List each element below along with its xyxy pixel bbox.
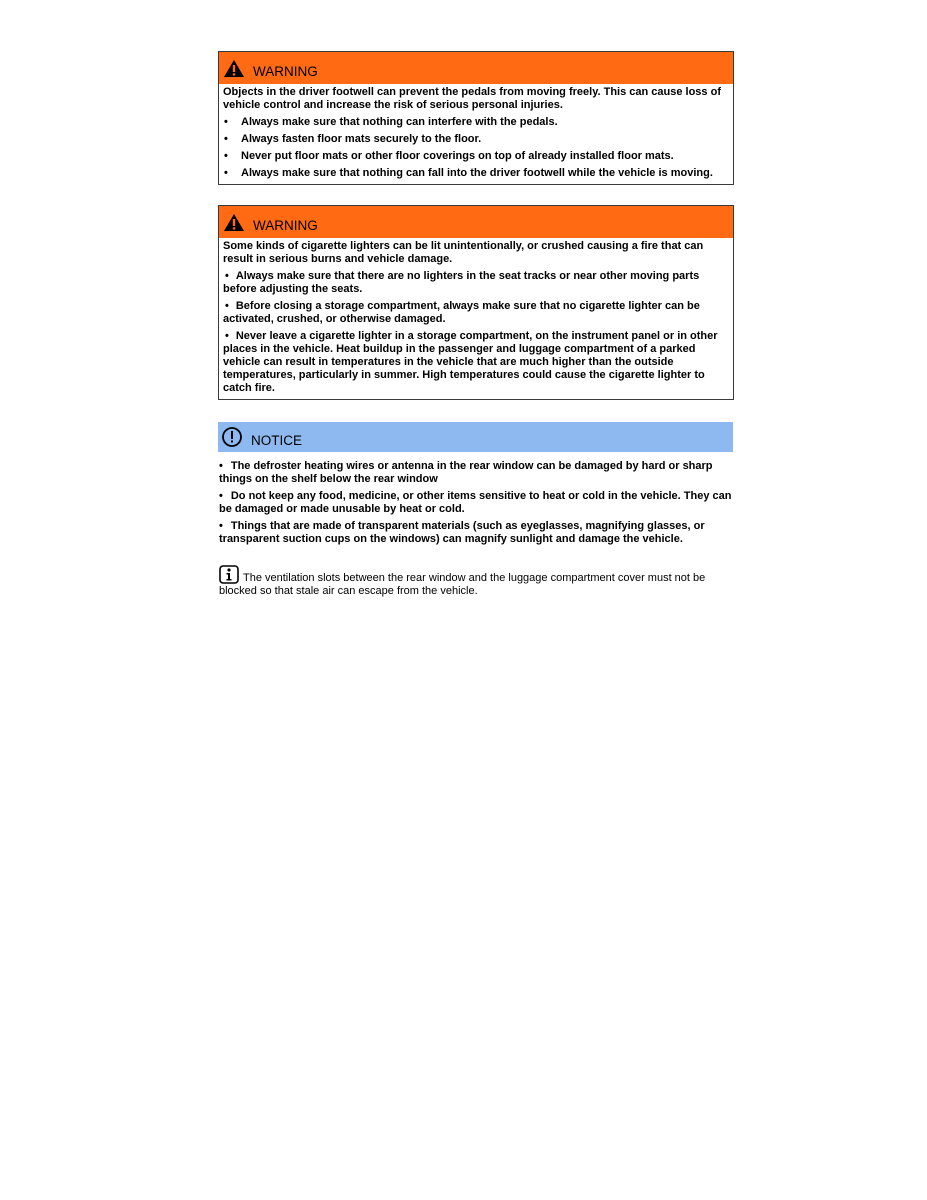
warning-intro: Some kinds of cigarette lighters can be lit unintentionally, or crushed causing a fire that can result in serious burns and vehicle damage.: [223, 240, 704, 265]
notice-body: [219, 460, 737, 550]
list-item: • The defroster heating wires or antenna in the rear window can be damaged by hard or sharp things on the shelf below the rear window: [219, 460, 713, 485]
warning-triangle-icon: [223, 213, 245, 232]
warning-box-pedals: [218, 51, 734, 185]
list-item: • Before closing a storage compartment, always make sure that no cigarette lighter can be activated, crushed, or otherwise damaged.: [223, 300, 700, 325]
warning-body: [219, 84, 733, 184]
list-item: • Do not keep any food, medicine, or other items sensitive to heat or cold in the vehicle. They can be damaged or made unusable by heat or cold.: [219, 490, 732, 515]
list-item: • Always fasten floor mats securely to the floor.: [224, 133, 482, 145]
list-item: • Things that are made of transparent materials (such as eyeglasses, magnifying glasses, or transparent suction cups on the windows) can magnify sunlight and damage the vehicle.: [219, 520, 705, 545]
warning-triangle-icon: [223, 59, 245, 78]
warning-box-cigarette-lighters: [218, 205, 734, 400]
list-item: • Always make sure that nothing can fall into the driver footwell while the vehicle is moving.: [224, 167, 713, 179]
list-item: • Always make sure that there are no lighters in the seat tracks or near other moving parts before adjusting the seats.: [223, 270, 700, 295]
warning-title: WARNING: [253, 217, 318, 233]
info-text: The ventilation slots between the rear window and the luggage compartment cover must not be blocked so that stale air can escape from the vehicle.: [219, 572, 706, 597]
warning-body: [219, 238, 733, 399]
info-icon: [219, 565, 239, 584]
list-item: • Always make sure that nothing can interfere with the pedals.: [224, 116, 558, 128]
exclamation-circle-icon: [221, 426, 243, 448]
notice-title: NOTICE: [251, 432, 303, 448]
list-item: • Never leave a cigarette lighter in a storage compartment, on the instrument panel or in other places in the vehicle. Heat buildup in the passenger and luggage compartment of a parked vehicle can result in temperatures in the vehicle that are much higher than the outside temperatures, particularly in summer. High temperatures could cause the cigarette lighter to catch fire.: [223, 330, 718, 394]
list-item: • Never put floor mats or other floor coverings on top of already installed floor mats.: [224, 150, 674, 162]
warning-intro: Objects in the driver footwell can prevent the pedals from moving freely. This can cause loss of vehicle control and increase the risk of serious personal injuries.: [223, 86, 721, 111]
warning-header: [219, 206, 733, 238]
notice-header: [218, 422, 733, 452]
warning-header: [219, 52, 733, 84]
warning-title: WARNING: [253, 63, 318, 79]
info-note: [219, 565, 734, 598]
